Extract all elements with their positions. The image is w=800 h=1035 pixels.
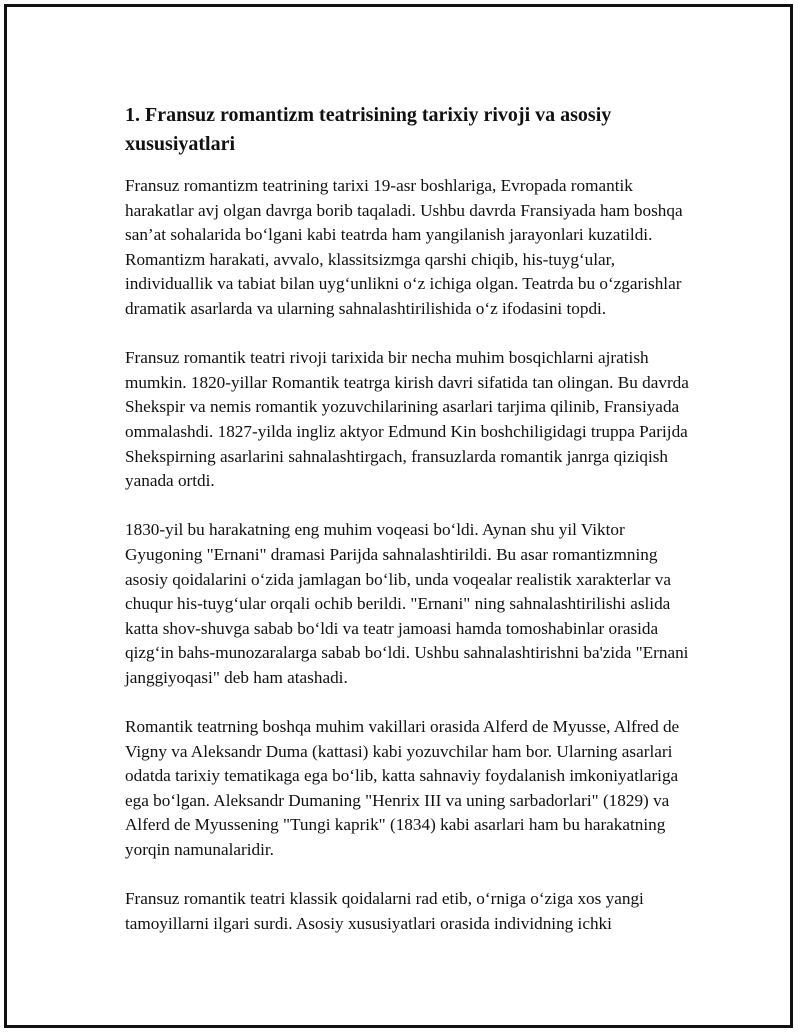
paragraph-development-stages: Fransuz romantik teatri rivoji tarixida bir necha muhim bosqichlarni ajratish mumkin. 1820-yillar Romantik teatrga kirish davri sifatida tan olingan. Bu davrda Shekspir va nemis romantik yozuvchilarining asarlari tarjima qilinib, Fransiyada ommalashdi. 1827-yilda ingliz aktyor Edmund Kin boshchiligidagi truppa Parijda Shekspirning asarlarini sahnalashtirgach, fransuzlarda romantik janrga qiziqish yanada ortdi. — [125, 348, 689, 491]
paragraph-other-representatives: Romantik teatrning boshqa muhim vakillari orasida Alferd de Myusse, Alfred de Vigny va Aleksandr Duma (kattasi) kabi yozuvchilar ham bor. Ularning asarlari odatda tarixiy tematikaga ega boʻlib, katta sahnaviy foydalanish imkoniyatlariga ega boʻlgan. Aleksandr Dumaning "Henrix III va uning sarbadorlari" (1829) va Alferd de Myussening "Tungi kaprik" (1834) kabi asarlari ham bu harakatning yorqin namunalaridir. — [125, 717, 680, 860]
paragraph-history-origins: Fransuz romantizm teatrining tarixi 19-asr boshlariga, Evropada romantik harakatlar avj olgan davrga borib taqaladi. Ushbu davrda Fransiyada ham boshqa san’at sohalarida boʻlgani kabi teatrda ham yangilanish jarayonlari kuzatildi. Romantizm harakati, avvalo, klassitsizmga qarshi chiqib, his-tuygʻular, individuallik va tabiat bilan uygʻunlikni oʻz ichiga olgan. Teatrda bu oʻzgarishlar dramatik asarlarda va ularning sahnalashtirilishida oʻz ifodasini topdi. — [125, 176, 683, 318]
page-frame — [4, 4, 793, 1028]
document-body — [125, 101, 695, 961]
paragraph-ernani-1830: 1830-yil bu harakatning eng muhim voqeasi boʻldi. Aynan shu yil Viktor Gyugoning "Ernani" dramasi Parijda sahnalashtirildi. Bu asar romantizmning asosiy qoidalarini oʻzida jamlagan boʻlib, unda voqealar realistik xarakterlar va chuqur his-tuygʻular orqali ochib berildi. "Ernani" ning sahnalashtirilishi aslida katta shov-shuvga sabab boʻldi va teatr jamoasi hamda tomoshabinlar orasida qizgʻin bahs-munozaralarga sabab boʻldi. Ushbu sahnalashtirishni ba'zida "Ernani janggiyoqasi" deb ham atashadi. — [125, 520, 689, 687]
section-heading: 1. Fransuz romantizm teatrisining tarixiy rivoji va asosiy xususiyatlari — [125, 104, 612, 155]
paragraph-key-features: Fransuz romantik teatri klassik qoidalarni rad etib, oʻrniga oʻziga xos yangi tamoyillarni ilgari surdi. Asosiy xususiyatlari orasida individning ichki — [125, 889, 644, 933]
